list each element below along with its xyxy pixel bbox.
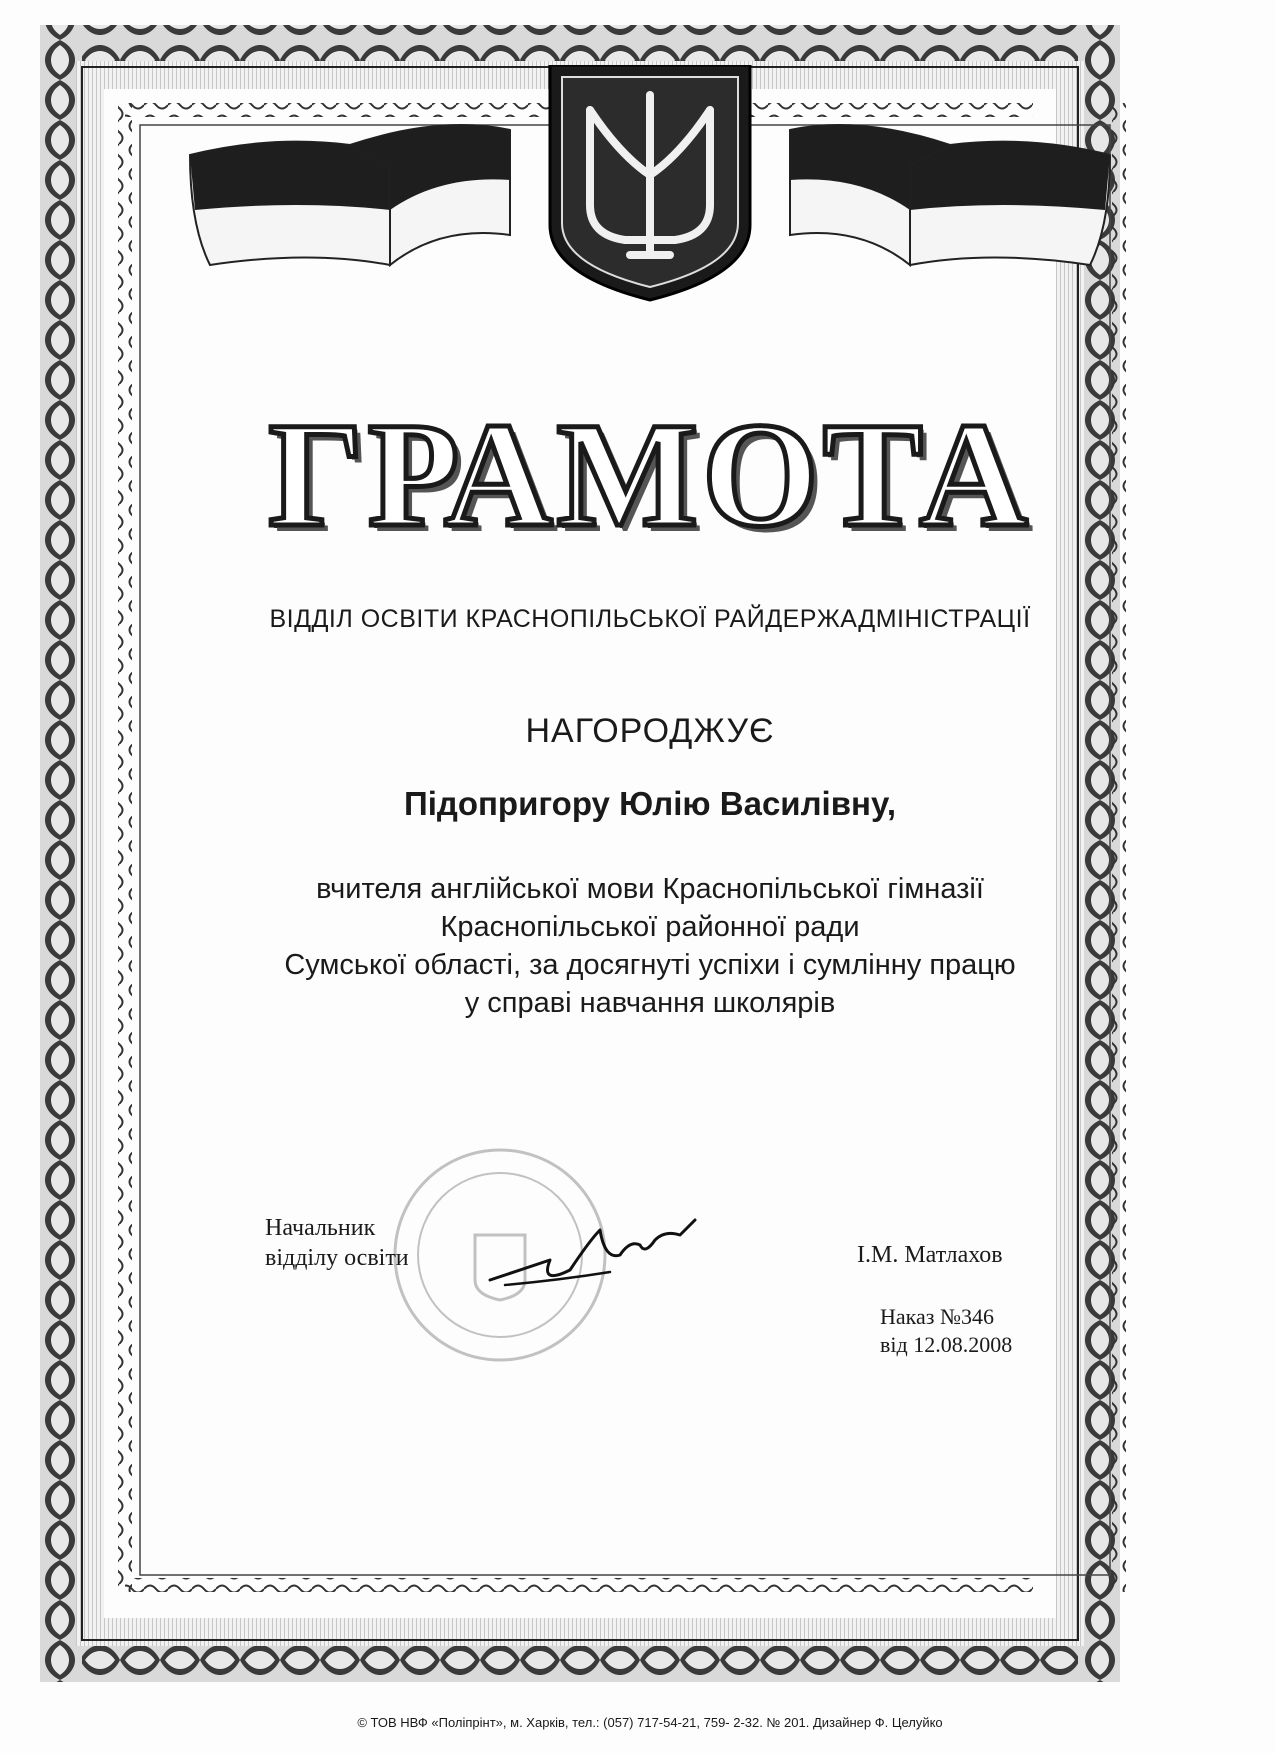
recipient-name: Підопригору Юлію Василівну,	[404, 785, 896, 822]
trident-coat-of-arms-icon	[550, 65, 750, 300]
description-line: вчителя англійської мови Краснопільської гімназії	[316, 873, 984, 905]
order-reference	[880, 1303, 1012, 1359]
handwritten-signature	[480, 1200, 710, 1300]
award-description	[150, 870, 1150, 1022]
description-line: у справі навчання школярів	[464, 987, 836, 1019]
signer-role	[265, 1213, 409, 1273]
description-line: Краснопільської районної ради	[440, 911, 860, 943]
order-date: від 12.08.2008	[880, 1332, 1013, 1357]
issuer-line: ВІДДІЛ ОСВІТИ КРАСНОПІЛЬСЬКОЇ РАЙДЕРЖАДМІНІСТРАЦІЇ	[269, 605, 1031, 633]
signer-role-line: відділу освіти	[265, 1245, 409, 1271]
flag-and-emblem	[150, 65, 1150, 315]
description-line: Сумської області, за досягнуті успіхи і сумлінну працю	[284, 949, 1016, 981]
signer-name: І.М. Матлахов	[857, 1242, 1003, 1268]
order-number: Наказ №346	[880, 1304, 994, 1329]
certificate-title: ГРАМОТА	[268, 392, 1032, 558]
signer-role-line: Начальник	[265, 1215, 376, 1241]
awards-verb: НАГОРОДЖУЄ	[525, 712, 775, 750]
printer-credit: © ТОВ НВФ «Поліпрінт», м. Харків, тел.: (057) 717-54-21, 759- 2-32. № 201. Дизайнер Ф. Целуйко	[357, 1715, 943, 1730]
